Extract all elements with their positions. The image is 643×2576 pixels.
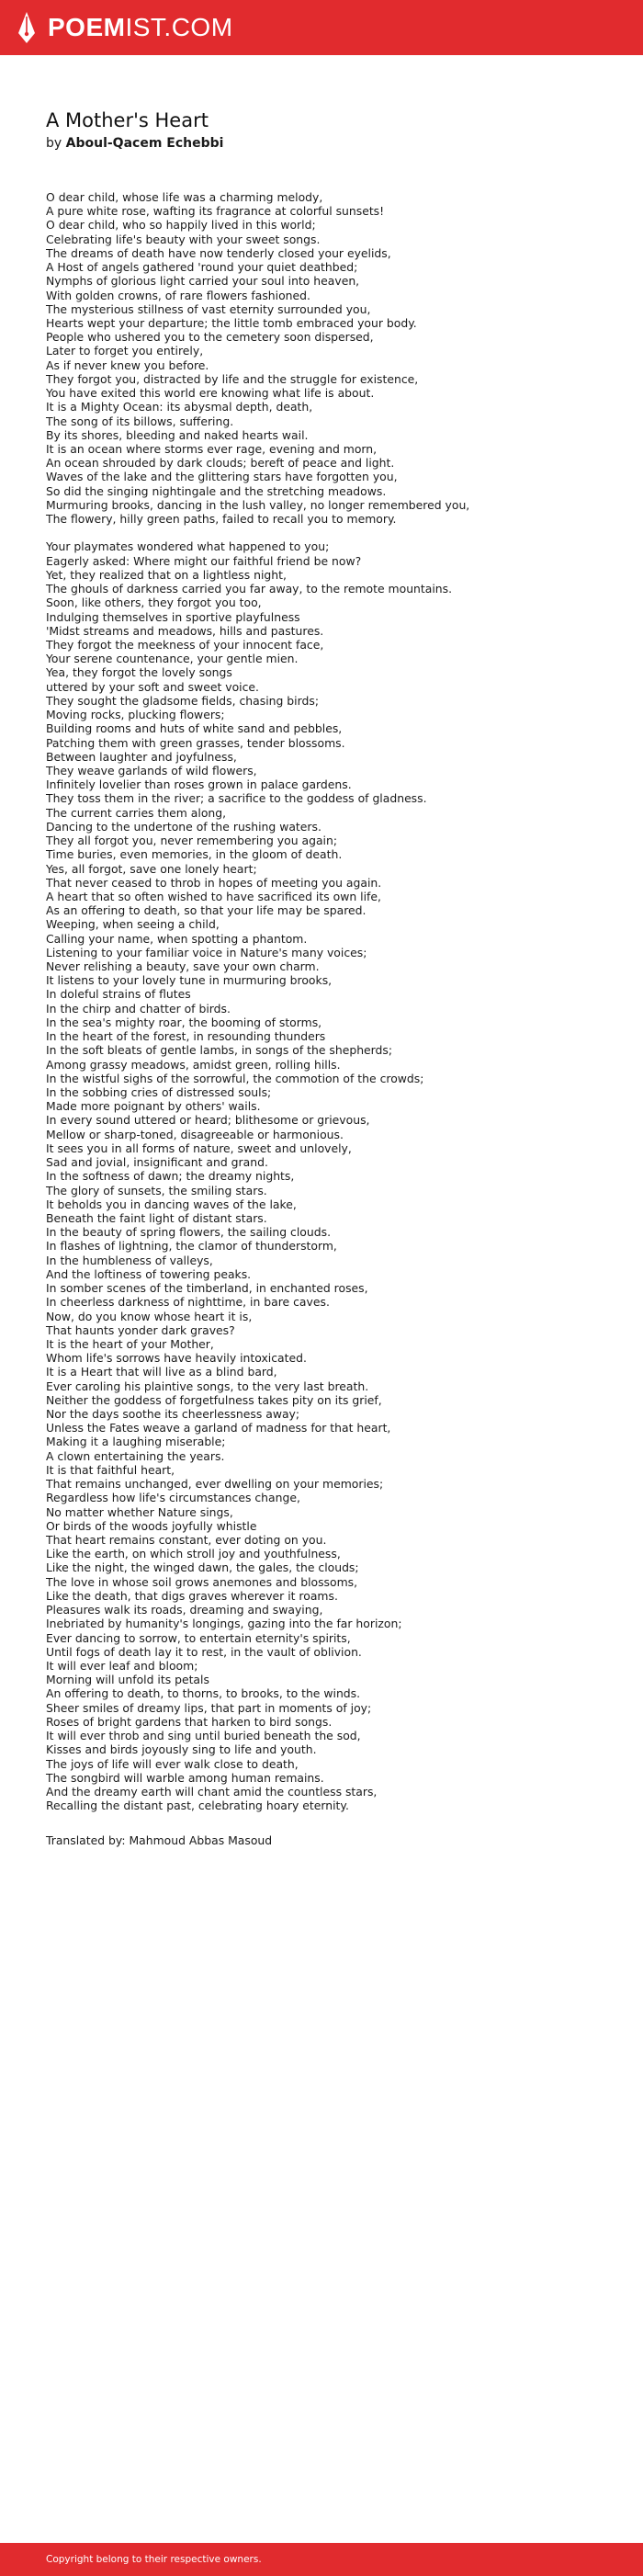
poem-line: It listens to your lovely tune in murmuring brooks, (46, 973, 333, 988)
poem-line: In the sobbing cries of distressed souls; (46, 1085, 272, 1099)
poem-line: Building rooms and huts of white sand and pebbles, (46, 721, 343, 736)
poem-line: It will ever throb and sing until buried beneath the sod, (46, 1729, 361, 1743)
poem-line: It sees you in all forms of nature, sweet and unlovely, (46, 1140, 352, 1155)
poem-line: In cheerless darkness of nighttime, in bare caves. (46, 1295, 330, 1310)
poem-line: In doleful strains of flutes (46, 987, 191, 1002)
poem-line: Now, do you know whose heart it is, (46, 1309, 253, 1323)
poem-line: Ever caroling his plaintive songs, to the very last breath. (46, 1379, 369, 1393)
poem-line: They forgot you, distracted by life and the struggle for existence, (46, 371, 419, 386)
poem-line: In flashes of lightning, the clamor of thunderstorm, (46, 1239, 337, 1254)
poem-line: O dear child, who so happily lived in this world; (46, 218, 316, 233)
poem-line: It beholds you in dancing waves of the lake, (46, 1197, 297, 1211)
poem-line: Morning will unfold its petals (46, 1673, 209, 1687)
poem-line: Infinitely lovelier than roses grown in palace gardens. (46, 777, 352, 792)
poem-line: Later to forget you entirely, (46, 344, 204, 358)
poem-line: The mysterious stillness of vast eternity surrounded you, (46, 301, 371, 316)
poem-line: People who ushered you to the cemetery soon dispersed, (46, 330, 374, 345)
stanza-break (46, 526, 606, 539)
poem-line: As if never knew you before. (46, 357, 209, 372)
poem-line: Kisses and birds joyously sing to life and youth. (46, 1742, 317, 1757)
poem-line: Between laughter and joyfulness, (46, 749, 237, 764)
poem-line: The ghouls of darkness carried you far away, to the remote mountains. (46, 582, 453, 596)
poem-line: 'Midst streams and meadows, hills and pastures. (46, 623, 324, 638)
poem-line: Like the earth, on which stroll joy and youthfulness, (46, 1547, 341, 1561)
poem-title: A Mother's Heart (46, 109, 209, 131)
poem-line: That heart remains constant, ever doting on you. (46, 1533, 327, 1547)
logo-light-text: IST.COM (125, 13, 233, 41)
poem-line: It is a Heart that will live as a blind bard, (46, 1365, 277, 1379)
poem-line: The song of its billows, suffering. (46, 414, 234, 428)
poem-line: Time buries, even memories, in the gloom of death. (46, 847, 343, 862)
poem-line: Recalling the distant past, celebrating hoary eternity. (46, 1799, 349, 1813)
poem-line: They forgot the meekness of your innocent face, (46, 638, 324, 652)
poem-line: An ocean shrouded by dark clouds; bereft of peace and light. (46, 456, 395, 471)
poem-line: Your serene countenance, your gentle mien. (46, 652, 299, 666)
poem-line: Hearts wept your departure; the little tomb embraced your body. (46, 315, 417, 330)
site-logo[interactable] (17, 11, 233, 44)
poem-line: Soon, like others, they forgot you too, (46, 596, 262, 610)
poem-line: Indulging themselves in sportive playfulness (46, 609, 300, 624)
poem-line: That never ceased to throb in hopes of meeting you again. (46, 875, 382, 890)
poem-line: Or birds of the woods joyfully whistle (46, 1518, 257, 1533)
poem-line: The songbird will warble among human remains. (46, 1770, 324, 1785)
poem-line: Waves of the lake and the glittering stars have forgotten you, (46, 470, 398, 484)
poem-line: Your playmates wondered what happened to you; (46, 539, 330, 554)
poem-line: And the dreamy earth will chant amid the countless stars, (46, 1784, 378, 1799)
poem-line: Yet, they realized that on a lightless night, (46, 567, 287, 582)
poem-line: They all forgot you, never remembering you again; (46, 834, 338, 848)
poem-line: Made more poignant by others' wails. (46, 1099, 261, 1114)
poem-line: Pleasures walk its roads, dreaming and swaying, (46, 1603, 323, 1617)
poem-line: Nor the days soothe its cheerlessness away; (46, 1407, 300, 1422)
poem-line: Roses of bright gardens that harken to bird songs. (46, 1714, 333, 1729)
poem-line: A pure white rose, wafting its fragrance at colorful sunsets! (46, 204, 385, 219)
copyright-notice: Copyright belong to their respective owners. (46, 2554, 262, 2565)
poem-line: It is an ocean where storms ever rage, evening and morn, (46, 441, 378, 456)
poem-line: Like the night, the winged dawn, the gales, the clouds; (46, 1560, 359, 1575)
poem-line: Like the death, that digs graves wherever it roams. (46, 1588, 338, 1603)
poem-line: It will ever leaf and bloom; (46, 1658, 198, 1673)
poem-line: So did the singing nightingale and the stretching meadows. (46, 483, 387, 498)
poem-line: It is that faithful heart, (46, 1462, 175, 1477)
author-name[interactable]: Aboul-Qacem Echebbi (65, 136, 224, 151)
poem-line: They toss them in the river; a sacrifice to the goddess of gladness. (46, 791, 427, 806)
poem-line: The glory of sunsets, the smiling stars. (46, 1183, 267, 1197)
poem-line: The joys of life will ever walk close to death, (46, 1756, 299, 1771)
poem-line: Yes, all forgot, save one lonely heart; (46, 861, 257, 876)
poem-line: Regardless how life's circumstances change, (46, 1491, 300, 1505)
poem-line: A Host of angels gathered 'round your quiet deathbed; (46, 260, 358, 275)
poem-line: Inebriated by humanity's longings, gazing into the far horizon; (46, 1617, 402, 1631)
poem-byline (46, 135, 606, 152)
poem-line: With golden crowns, of rare flowers fashioned. (46, 288, 310, 302)
poem-line: That remains unchanged, ever dwelling on your memories; (46, 1477, 384, 1492)
poem-line: Listening to your familiar voice in Nature's many voices; (46, 945, 367, 959)
poem-line: By its shores, bleeding and naked hearts wail. (46, 427, 309, 442)
poem-line: Among grassy meadows, amidst green, rolling hills. (46, 1057, 341, 1072)
poem-line: Unless the Fates weave a garland of madness for that heart, (46, 1421, 391, 1436)
poem-line: In somber scenes of the timberland, in enchanted roses, (46, 1281, 368, 1296)
site-footer (0, 2543, 643, 2576)
poem-line: Nymphs of glorious light carried your soul into heaven, (46, 274, 360, 289)
poem-line: A clown entertaining the years. (46, 1448, 225, 1463)
poem-content (46, 108, 606, 1848)
poem-line: The dreams of death have now tenderly closed your eyelids, (46, 245, 391, 260)
poem-line: Sad and jovial, insignificant and grand. (46, 1155, 268, 1170)
poem-line: Neither the goddess of forgetfulness takes pity on its grief, (46, 1392, 382, 1407)
poem-line: A heart that so often wished to have sacrificed its own life, (46, 889, 381, 903)
poem-line: In the beauty of spring flowers, the sailing clouds. (46, 1225, 332, 1240)
poem-line: Murmuring brooks, dancing in the lush valley, no longer remembered you, (46, 497, 470, 512)
poem-line: Celebrating life's beauty with your sweet songs. (46, 232, 321, 246)
poem-line: As an offering to death, so that your life may be spared. (46, 903, 367, 918)
poem-line: The flowery, hilly green paths, failed to recall you to memory. (46, 512, 397, 527)
poem-line: Until fogs of death lay it to rest, in the vault of oblivion. (46, 1644, 362, 1659)
poem-line: Yea, they forgot the lovely songs (46, 665, 232, 680)
translator-credit: Translated by: Mahmoud Abbas Masoud (46, 1833, 273, 1848)
poem-line: Eagerly asked: Where might our faithful friend be now? (46, 553, 362, 568)
poem-line: In every sound uttered or heard; blithesome or grievous, (46, 1113, 370, 1128)
poem-line: Dancing to the undertone of the rushing waters. (46, 819, 322, 834)
poem-line: In the soft bleats of gentle lambs, in songs of the shepherds; (46, 1043, 393, 1058)
poem-line: Beneath the faint light of distant stars. (46, 1210, 267, 1225)
poem-line: Patching them with green grasses, tender blossoms. (46, 735, 345, 750)
poem-line: Sheer smiles of dreamy lips, that part in moments of joy; (46, 1700, 372, 1715)
poem-line: Moving rocks, plucking flowers; (46, 708, 225, 722)
poem-line: Whom life's sorrows have heavily intoxicated. (46, 1351, 307, 1366)
poem-line: Making it a laughing miserable; (46, 1435, 226, 1449)
poem-line: In the humbleness of valleys, (46, 1253, 213, 1267)
poem-line: And the loftiness of towering peaks. (46, 1266, 252, 1281)
poem-line: The love in whose soil grows anemones and blossoms, (46, 1574, 358, 1589)
site-header (0, 0, 643, 55)
poem-line: No matter whether Nature sings, (46, 1504, 233, 1519)
poem-line: They sought the gladsome fields, chasing birds; (46, 693, 319, 708)
poem-body (46, 190, 606, 1812)
poem-line: It is a Mighty Ocean: its abysmal depth, death, (46, 400, 313, 414)
poem-line: Calling your name, when spotting a phantom. (46, 931, 308, 946)
poem-line: O dear child, whose life was a charming melody, (46, 190, 323, 204)
poem-line: It is the heart of your Mother, (46, 1336, 214, 1351)
poem-line: That haunts yonder dark graves? (46, 1322, 235, 1337)
poem-line: Ever dancing to sorrow, to entertain eternity's spirits, (46, 1630, 351, 1645)
quill-pen-icon (17, 11, 37, 44)
poem-line: An offering to death, to thorns, to brooks, to the winds. (46, 1686, 361, 1701)
poem-line: Weeping, when seeing a child, (46, 917, 220, 932)
poem-line: You have exited this world ere knowing what life is about. (46, 386, 375, 401)
poem-line: They weave garlands of wild flowers, (46, 763, 257, 777)
site-logo-text (48, 11, 233, 44)
poem-line: In the wistful sighs of the sorrowful, the commotion of the crowds; (46, 1071, 424, 1085)
poem-line: In the chirp and chatter of birds. (46, 1001, 231, 1016)
byline-prefix: by (46, 136, 62, 151)
poem-line: Mellow or sharp-toned, disagreeable or harmonious. (46, 1127, 344, 1141)
poem-line: In the heart of the forest, in resounding thunders (46, 1029, 326, 1044)
poem-line: In the softness of dawn; the dreamy nights, (46, 1169, 295, 1184)
poem-line: The current carries them along, (46, 805, 227, 820)
poem-line: Never relishing a beauty, save your own charm. (46, 959, 320, 974)
poem-line: uttered by your soft and sweet voice. (46, 679, 259, 694)
logo-bold-text: POEM (48, 13, 126, 41)
poem-line: In the sea's mighty roar, the booming of storms, (46, 1015, 322, 1029)
